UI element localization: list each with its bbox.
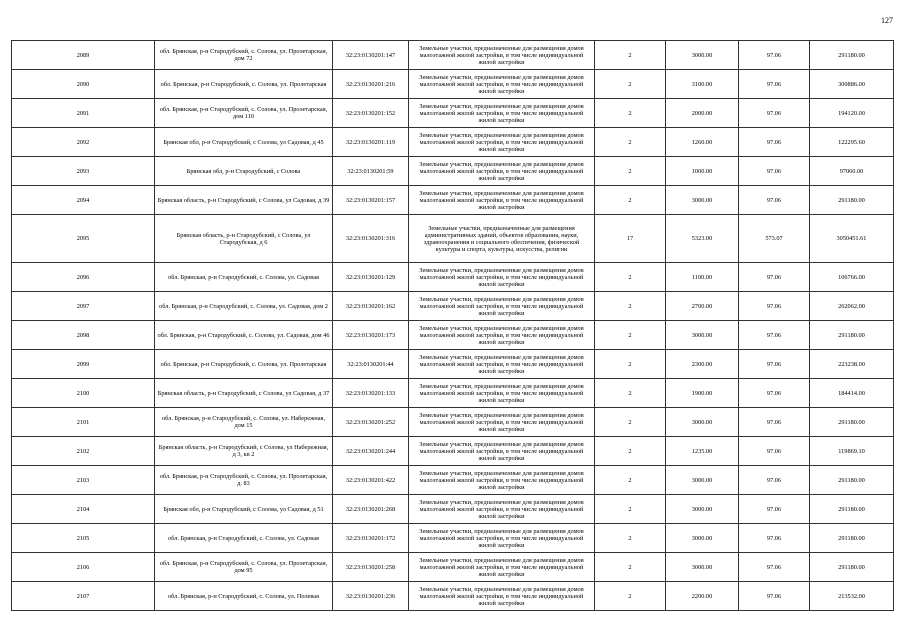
cadastral-number-cell: 32:23:0130201:244 <box>333 437 409 466</box>
page-number: 127 <box>881 16 893 25</box>
table-row <box>12 408 894 437</box>
cadastral-value-cell: 97060.00 <box>810 157 894 186</box>
row-number-cell: 2104 <box>12 495 155 524</box>
address-cell: Брянская область, р-н Стародубский, с Солова, ул Стародубская, д 6 <box>155 215 333 263</box>
area-cell: 3000.00 <box>666 524 739 553</box>
land-use-cell: Земельные участки, предназначенные для размещения домов малоэтажной жилой застройки, в том числе индивидуальной жилой застройки <box>409 350 595 379</box>
table-row <box>12 524 894 553</box>
land-use-cell: Земельные участки, предназначенные для размещения домов малоэтажной жилой застройки, в том числе индивидуальной жилой застройки <box>409 408 595 437</box>
use-group-cell: 17 <box>595 215 666 263</box>
cadastral-value-cell: 291180.00 <box>810 495 894 524</box>
specific-value-cell: 97.06 <box>739 99 810 128</box>
use-group-cell: 2 <box>595 553 666 582</box>
specific-value-cell: 97.06 <box>739 437 810 466</box>
cadastral-value-cell: 122295.60 <box>810 128 894 157</box>
row-number-cell: 2107 <box>12 582 155 611</box>
cadastral-number-cell: 32:23:0130201:172 <box>333 524 409 553</box>
cadastral-value-cell: 223238.00 <box>810 350 894 379</box>
row-number-cell: 2090 <box>12 70 155 99</box>
area-cell: 3000.00 <box>666 553 739 582</box>
use-group-cell: 2 <box>595 466 666 495</box>
address-cell: обл. Брянская, р-н Стародубский, с. Солова, ул. Пролетарская <box>155 70 333 99</box>
use-group-cell: 2 <box>595 41 666 70</box>
address-cell: обл. Брянская, р-н Стародубский, с. Солова, ул. Садовая, дом 46 <box>155 321 333 350</box>
specific-value-cell: 97.06 <box>739 466 810 495</box>
land-use-cell: Земельные участки, предназначенные для размещения домов малоэтажной жилой застройки, в том числе индивидуальной жилой застройки <box>409 292 595 321</box>
row-number-cell: 2096 <box>12 263 155 292</box>
table-row <box>12 215 894 263</box>
cadastral-number-cell: 32:23:0130201:44 <box>333 350 409 379</box>
land-registry-table <box>11 40 894 611</box>
land-use-cell: Земельные участки, предназначенные для размещения домов малоэтажной жилой застройки, в том числе индивидуальной жилой застройки <box>409 41 595 70</box>
table-row <box>12 263 894 292</box>
cadastral-value-cell: 291180.00 <box>810 408 894 437</box>
row-number-cell: 2098 <box>12 321 155 350</box>
use-group-cell: 2 <box>595 70 666 99</box>
cadastral-value-cell: 291180.00 <box>810 41 894 70</box>
cadastral-number-cell: 32:23:0130201:162 <box>333 292 409 321</box>
row-number-cell: 2089 <box>12 41 155 70</box>
address-cell: обл. Брянская, р-н Стародубский, с. Солова, ул. Пролетарская, дом 95 <box>155 553 333 582</box>
cadastral-number-cell: 32:23:0130201:129 <box>333 263 409 292</box>
area-cell: 1100.00 <box>666 263 739 292</box>
cadastral-number-cell: 32:23:0130201:147 <box>333 41 409 70</box>
table-row <box>12 128 894 157</box>
row-number-cell: 2103 <box>12 466 155 495</box>
address-cell: обл. Брянская, р-н Стародубский, с. Солова, ул. Набережная, дом 15 <box>155 408 333 437</box>
cadastral-value-cell: 300886.00 <box>810 70 894 99</box>
specific-value-cell: 97.06 <box>739 553 810 582</box>
land-use-cell: Земельные участки, предназначенные для размещения домов малоэтажной жилой застройки, в том числе индивидуальной жилой застройки <box>409 553 595 582</box>
table-row <box>12 379 894 408</box>
cadastral-value-cell: 291180.00 <box>810 553 894 582</box>
address-cell: обл. Брянская, р-н Стародубский, с. Солова, ул. Полевая <box>155 582 333 611</box>
specific-value-cell: 97.06 <box>739 408 810 437</box>
address-cell: обл. Брянская, р-н Стародубский, с. Солова, ул. Пролетарская, дом 72 <box>155 41 333 70</box>
area-cell: 1000.00 <box>666 157 739 186</box>
use-group-cell: 2 <box>595 186 666 215</box>
address-cell: обл. Брянская, р-н Стародубский, с. Солова, ул. Садовая, дом 2 <box>155 292 333 321</box>
land-use-cell: Земельные участки, предназначенные для размещения домов малоэтажной жилой застройки, в том числе индивидуальной жилой застройки <box>409 99 595 128</box>
area-cell: 3000.00 <box>666 321 739 350</box>
table-row <box>12 437 894 466</box>
cadastral-number-cell: 32:23:0130201:152 <box>333 99 409 128</box>
use-group-cell: 2 <box>595 263 666 292</box>
row-number-cell: 2102 <box>12 437 155 466</box>
area-cell: 2700.00 <box>666 292 739 321</box>
row-number-cell: 2093 <box>12 157 155 186</box>
address-cell: Брянская обл, р-н Стародубский, с Солова <box>155 157 333 186</box>
land-use-cell: Земельные участки, предназначенные для размещения домов малоэтажной жилой застройки, в том числе индивидуальной жилой застройки <box>409 321 595 350</box>
use-group-cell: 2 <box>595 582 666 611</box>
cadastral-number-cell: 32:23:0130201:59 <box>333 157 409 186</box>
table-row <box>12 157 894 186</box>
use-group-cell: 2 <box>595 379 666 408</box>
cadastral-number-cell: 32:23:0130201:133 <box>333 379 409 408</box>
area-cell: 2000.00 <box>666 99 739 128</box>
address-cell: Брянская область, р-н Стародубский, с Солова, ул Садовая, д 37 <box>155 379 333 408</box>
table-row <box>12 41 894 70</box>
row-number-cell: 2094 <box>12 186 155 215</box>
area-cell: 1900.00 <box>666 379 739 408</box>
use-group-cell: 2 <box>595 157 666 186</box>
cadastral-number-cell: 32:23:0130201:258 <box>333 553 409 582</box>
specific-value-cell: 97.06 <box>739 128 810 157</box>
land-use-cell: Земельные участки, предназначенные для размещения домов малоэтажной жилой застройки, в том числе индивидуальной жилой застройки <box>409 70 595 99</box>
cadastral-number-cell: 32:23:0130201:236 <box>333 582 409 611</box>
row-number-cell: 2105 <box>12 524 155 553</box>
address-cell: Брянская обл, р-н Стародубский, с Солова, ул Садовая, д 51 <box>155 495 333 524</box>
area-cell: 5323.00 <box>666 215 739 263</box>
specific-value-cell: 97.06 <box>739 495 810 524</box>
use-group-cell: 2 <box>595 350 666 379</box>
land-use-cell: Земельные участки, предназначенные для размещения домов малоэтажной жилой застройки, в том числе индивидуальной жилой застройки <box>409 495 595 524</box>
specific-value-cell: 573.07 <box>739 215 810 263</box>
address-cell: обл. Брянская, р-н Стародубский, с. Солова, ул. Садовая <box>155 263 333 292</box>
cadastral-value-cell: 106766.00 <box>810 263 894 292</box>
row-number-cell: 2106 <box>12 553 155 582</box>
address-cell: обл. Брянская, р-н Стародубский, с. Солова, ул. Пролетарская, дом 110 <box>155 99 333 128</box>
address-cell: обл. Брянская, р-н Стародубский, с. Солова, ул. Пролетарская <box>155 350 333 379</box>
land-use-cell: Земельные участки, предназначенные для размещения домов малоэтажной жилой застройки, в том числе индивидуальной жилой застройки <box>409 437 595 466</box>
use-group-cell: 2 <box>595 524 666 553</box>
specific-value-cell: 97.06 <box>739 524 810 553</box>
cadastral-number-cell: 32:23:0130201:216 <box>333 70 409 99</box>
specific-value-cell: 97.06 <box>739 379 810 408</box>
table-row <box>12 70 894 99</box>
cadastral-value-cell: 291180.00 <box>810 466 894 495</box>
cadastral-value-cell: 194120.00 <box>810 99 894 128</box>
area-cell: 3000.00 <box>666 41 739 70</box>
specific-value-cell: 97.06 <box>739 70 810 99</box>
land-use-cell: Земельные участки, предназначенные для размещения административных зданий, объектов образования, науки, здравоохранения и социального обеспечения, физической культуры и спорта, культуры, искусства, религии <box>409 215 595 263</box>
table-row <box>12 553 894 582</box>
cadastral-number-cell: 32:23:0130201:119 <box>333 128 409 157</box>
use-group-cell: 2 <box>595 128 666 157</box>
row-number-cell: 2092 <box>12 128 155 157</box>
use-group-cell: 2 <box>595 408 666 437</box>
use-group-cell: 2 <box>595 292 666 321</box>
table-row <box>12 292 894 321</box>
use-group-cell: 2 <box>595 321 666 350</box>
address-cell: обл. Брянская, р-н Стародубский, с. Солова, ул. Пролетарская, д. 83 <box>155 466 333 495</box>
specific-value-cell: 97.06 <box>739 263 810 292</box>
land-use-cell: Земельные участки, предназначенные для размещения домов малоэтажной жилой застройки, в том числе индивидуальной жилой застройки <box>409 128 595 157</box>
address-cell: Брянская область, р-н Стародубский, с Солова, ул Набережная, д 3, кв 2 <box>155 437 333 466</box>
table-body <box>12 41 894 611</box>
area-cell: 1235.00 <box>666 437 739 466</box>
cadastral-number-cell: 32:23:0130201:173 <box>333 321 409 350</box>
table-row <box>12 321 894 350</box>
cadastral-value-cell: 3050451.61 <box>810 215 894 263</box>
land-use-cell: Земельные участки, предназначенные для размещения домов малоэтажной жилой застройки, в том числе индивидуальной жилой застройки <box>409 186 595 215</box>
table-row <box>12 99 894 128</box>
land-use-cell: Земельные участки, предназначенные для размещения домов малоэтажной жилой застройки, в том числе индивидуальной жилой застройки <box>409 582 595 611</box>
area-cell: 3100.00 <box>666 70 739 99</box>
area-cell: 1260.00 <box>666 128 739 157</box>
land-use-cell: Земельные участки, предназначенные для размещения домов малоэтажной жилой застройки, в том числе индивидуальной жилой застройки <box>409 157 595 186</box>
cadastral-value-cell: 291180.00 <box>810 524 894 553</box>
specific-value-cell: 97.06 <box>739 350 810 379</box>
specific-value-cell: 97.06 <box>739 157 810 186</box>
land-use-cell: Земельные участки, предназначенные для размещения домов малоэтажной жилой застройки, в том числе индивидуальной жилой застройки <box>409 524 595 553</box>
area-cell: 2300.00 <box>666 350 739 379</box>
table-row <box>12 186 894 215</box>
address-cell: Брянская обл, р-н Стародубский, с Солова, ул Садовая, д 45 <box>155 128 333 157</box>
row-number-cell: 2091 <box>12 99 155 128</box>
use-group-cell: 2 <box>595 495 666 524</box>
address-cell: обл. Брянская, р-н Стародубский, с. Солова, ул. Садовая <box>155 524 333 553</box>
specific-value-cell: 97.06 <box>739 41 810 70</box>
table-row <box>12 350 894 379</box>
land-use-cell: Земельные участки, предназначенные для размещения домов малоэтажной жилой застройки, в том числе индивидуальной жилой застройки <box>409 379 595 408</box>
row-number-cell: 2099 <box>12 350 155 379</box>
cadastral-value-cell: 119869.10 <box>810 437 894 466</box>
cadastral-number-cell: 32:23:0130201:268 <box>333 495 409 524</box>
specific-value-cell: 97.06 <box>739 582 810 611</box>
specific-value-cell: 97.06 <box>739 321 810 350</box>
cadastral-value-cell: 291180.00 <box>810 321 894 350</box>
cadastral-number-cell: 32:23:0130201:316 <box>333 215 409 263</box>
table-row <box>12 582 894 611</box>
use-group-cell: 2 <box>595 437 666 466</box>
area-cell: 3000.00 <box>666 186 739 215</box>
row-number-cell: 2100 <box>12 379 155 408</box>
table-row <box>12 466 894 495</box>
land-use-cell: Земельные участки, предназначенные для размещения домов малоэтажной жилой застройки, в том числе индивидуальной жилой застройки <box>409 466 595 495</box>
cadastral-number-cell: 32:23:0130201:422 <box>333 466 409 495</box>
cadastral-value-cell: 213532.00 <box>810 582 894 611</box>
address-cell: Брянская область, р-н Стародубский, с Солова, ул Садовая, д 39 <box>155 186 333 215</box>
cadastral-value-cell: 184414.00 <box>810 379 894 408</box>
cadastral-value-cell: 262062.00 <box>810 292 894 321</box>
cadastral-number-cell: 32:23:0130201:252 <box>333 408 409 437</box>
cadastral-value-cell: 291180.00 <box>810 186 894 215</box>
specific-value-cell: 97.06 <box>739 186 810 215</box>
row-number-cell: 2095 <box>12 215 155 263</box>
area-cell: 3000.00 <box>666 408 739 437</box>
area-cell: 3000.00 <box>666 495 739 524</box>
specific-value-cell: 97.06 <box>739 292 810 321</box>
area-cell: 3000.00 <box>666 466 739 495</box>
use-group-cell: 2 <box>595 99 666 128</box>
table-row <box>12 495 894 524</box>
row-number-cell: 2101 <box>12 408 155 437</box>
cadastral-number-cell: 32:23:0130201:157 <box>333 186 409 215</box>
land-use-cell: Земельные участки, предназначенные для размещения домов малоэтажной жилой застройки, в том числе индивидуальной жилой застройки <box>409 263 595 292</box>
row-number-cell: 2097 <box>12 292 155 321</box>
area-cell: 2200.00 <box>666 582 739 611</box>
